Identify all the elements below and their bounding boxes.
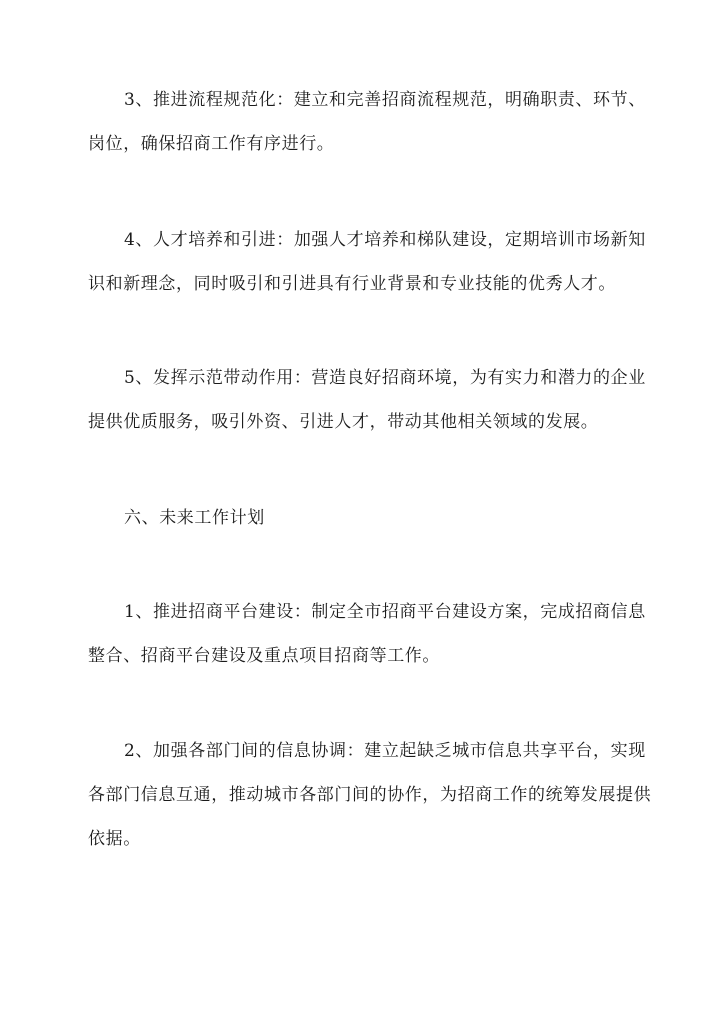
section-heading: 六、未来工作计划	[124, 508, 265, 528]
section-heading-future-plan	[88, 496, 648, 540]
paragraph-platform-construction	[88, 590, 648, 678]
paragraph-demonstration-role	[88, 356, 648, 444]
paragraph-line: 各部门信息互通，推动城市各部门间的协作，为招商工作的统筹发展提供	[88, 785, 652, 805]
paragraph-line: 整合、招商平台建设及重点项目招商等工作。	[88, 646, 440, 666]
paragraph-information-coordination	[88, 729, 652, 861]
paragraph-talent-training	[88, 218, 648, 306]
paragraph-line: 4、人才培养和引进：加强人才培养和梯队建设，定期培训市场新知	[124, 230, 646, 250]
paragraph-line: 识和新理念，同时吸引和引进具有行业背景和专业技能的优秀人才。	[88, 274, 616, 294]
paragraph-line: 3、推进流程规范化：建立和完善招商流程规范，明确职责、环节、	[124, 90, 646, 110]
paragraph-line: 提供优质服务，吸引外资、引进人才，带动其他相关领域的发展。	[88, 412, 599, 432]
paragraph-line: 1、推进招商平台建设：制定全市招商平台建设方案，完成招商信息	[124, 602, 646, 622]
paragraph-line: 依据。	[88, 829, 141, 849]
paragraph-line: 5、发挥示范带动作用：营造良好招商环境，为有实力和潜力的企业	[124, 368, 646, 388]
paragraph-line: 2、加强各部门间的信息协调：建立起缺乏城市信息共享平台，实现	[124, 741, 646, 761]
paragraph-line: 岗位，确保招商工作有序进行。	[88, 134, 335, 154]
paragraph-process-standardization	[88, 78, 648, 166]
